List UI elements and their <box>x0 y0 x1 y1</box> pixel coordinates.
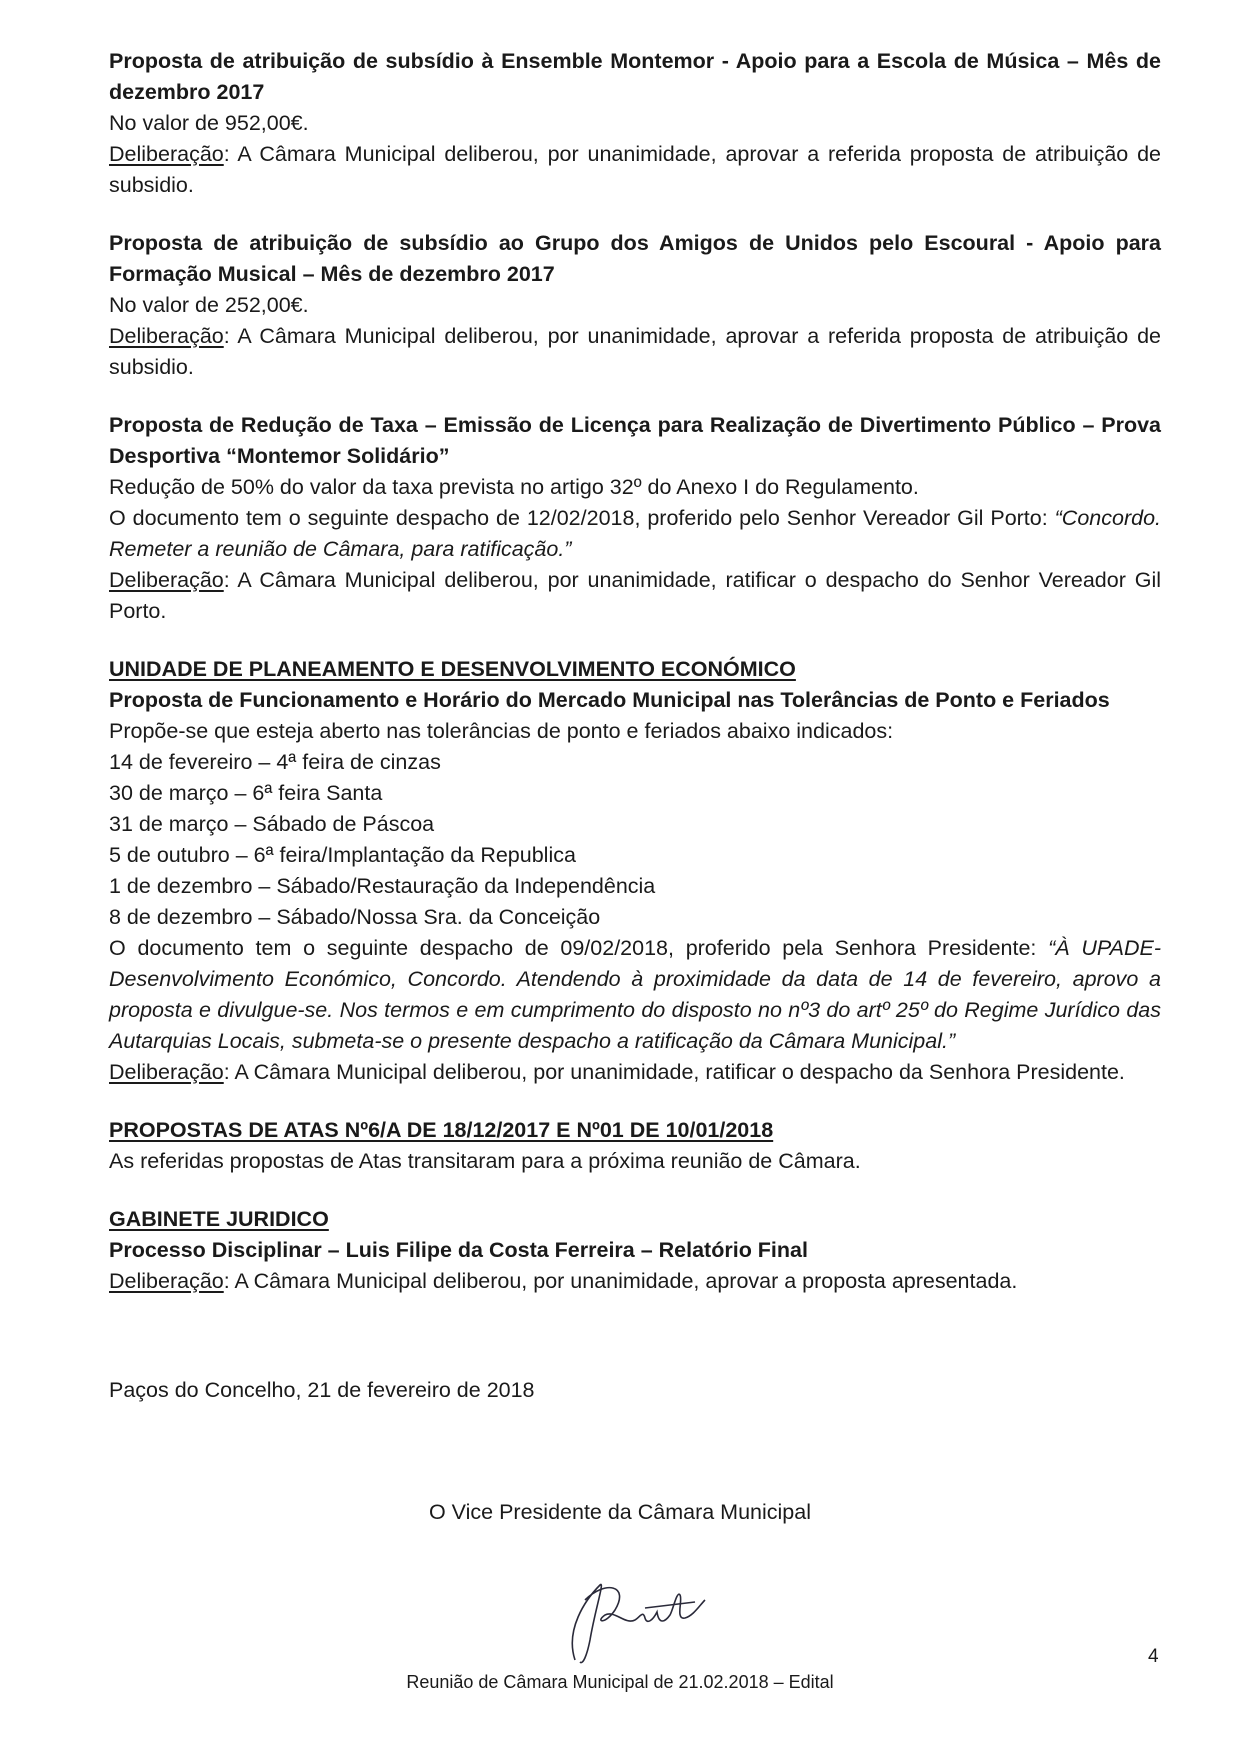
document-body <box>109 46 1161 1324</box>
value-line: No valor de 252,00€. <box>109 293 309 317</box>
deliberation-label: Deliberação <box>109 324 224 348</box>
deliberation-label: Deliberação <box>109 568 224 592</box>
despacho-intro: O documento tem o seguinte despacho de 09/02/2018, proferido pela Senhora Presidente: <box>109 936 1049 960</box>
despacho-intro: O documento tem o seguinte despacho de 12/02/2018, proferido pelo Senhor Vereador Gil Porto: <box>109 506 1055 530</box>
despacho-quote: “Concordo. Remeter a reunião de Câmara, para ratificação.” <box>109 506 1161 561</box>
section-title: Proposta de Funcionamento e Horário do Mercado Municipal nas Tolerâncias de Ponto e Feriados <box>109 688 1110 712</box>
signer-title: O Vice Presidente da Câmara Municipal <box>428 1500 811 1524</box>
deliberation <box>109 139 1161 201</box>
despacho-quote: “À UPADE-Desenvolvimento Económico, Concordo. Atendendo à proximidade da data de 14 de fevereiro, aprovo a proposta e divulgue-se. Nos termos e em cumprimento do disposto no nº3 do artº 25º do Regime Jurídico das Autarquias Locais, submeta-se o presente despacho a ratificação da Câmara Municipal.” <box>109 936 1161 1053</box>
dates-list <box>109 747 1161 933</box>
deliberation-label: Deliberação <box>109 1060 224 1084</box>
deliberation <box>109 321 1161 383</box>
section-mercado-municipal <box>109 654 1161 1088</box>
page-number: 4 <box>1148 1646 1159 1667</box>
section-propostas-atas <box>109 1115 1161 1177</box>
page-footer: Reunião de Câmara Municipal de 21.02.2018 – Edital <box>406 1672 834 1692</box>
deliberation <box>109 565 1161 627</box>
text-line: As referidas propostas de Atas transitaram para a próxima reunião de Câmara. <box>109 1149 861 1173</box>
section-ensemble-montemor <box>109 46 1161 201</box>
list-item: 31 de março – Sábado de Páscoa <box>109 812 435 836</box>
section-title: Processo Disciplinar – Luis Filipe da Costa Ferreira – Relatório Final <box>109 1238 808 1262</box>
deliberation-label: Deliberação <box>109 142 224 166</box>
deliberation-text: : A Câmara Municipal deliberou, por unanimidade, aprovar a referida proposta de atribuição de subsidio. <box>109 324 1161 379</box>
list-item: 30 de março – 6ª feira Santa <box>109 781 383 805</box>
list-item: 8 de dezembro – Sábado/Nossa Sra. da Conceição <box>109 905 601 929</box>
deliberation-text: : A Câmara Municipal deliberou, por unanimidade, aprovar a referida proposta de atribuição de subsidio. <box>109 142 1161 197</box>
despacho <box>109 503 1161 565</box>
list-item: 5 de outubro – 6ª feira/Implantação da Republica <box>109 843 576 867</box>
section-title: Proposta de Redução de Taxa – Emissão de Licença para Realização de Divertimento Público – Prova Desportiva “Montemor Solidário” <box>109 413 1161 468</box>
deliberation-text: : A Câmara Municipal deliberou, por unanimidade, ratificar o despacho da Senhora Presidente. <box>223 1060 1125 1084</box>
section-reducao-taxa <box>109 410 1161 627</box>
value-line: No valor de 952,00€. <box>109 111 309 135</box>
list-item: 14 de fevereiro – 4ª feira de cinzas <box>109 750 441 774</box>
section-heading: UNIDADE DE PLANEAMENTO E DESENVOLVIMENTO ECONÓMICO <box>109 657 796 681</box>
section-title: Proposta de atribuição de subsídio à Ensemble Montemor - Apoio para a Escola de Música – Mês de dezembro 2017 <box>109 49 1161 104</box>
section-heading: PROPOSTAS DE ATAS Nº6/A DE 18/12/2017 E Nº01 DE 10/01/2018 <box>109 1118 774 1142</box>
deliberation <box>109 1266 1161 1297</box>
handwritten-signature <box>545 1570 725 1670</box>
deliberation-text: : A Câmara Municipal deliberou, por unanimidade, ratificar o despacho do Senhor Vereador Gil Porto. <box>109 568 1161 623</box>
section-gabinete-juridico <box>109 1204 1161 1297</box>
deliberation-label: Deliberação <box>109 1269 224 1293</box>
section-title: Proposta de atribuição de subsídio ao Grupo dos Amigos de Unidos pelo Escoural - Apoio para Formação Musical – Mês de dezembro 2017 <box>109 231 1161 286</box>
list-item: 1 de dezembro – Sábado/Restauração da Independência <box>109 874 656 898</box>
deliberation <box>109 1057 1161 1088</box>
section-unidos-escoural <box>109 228 1161 383</box>
place-date: Paços do Concelho, 21 de fevereiro de 2018 <box>109 1378 535 1402</box>
despacho <box>109 933 1161 1057</box>
intro-line: Propõe-se que esteja aberto nas tolerâncias de ponto e feriados abaixo indicados: <box>109 719 894 743</box>
deliberation-text: : A Câmara Municipal deliberou, por unanimidade, aprovar a proposta apresentada. <box>223 1269 1018 1293</box>
section-heading: GABINETE JURIDICO <box>109 1207 329 1231</box>
text-line: Redução de 50% do valor da taxa prevista no artigo 32º do Anexo I do Regulamento. <box>109 475 919 499</box>
